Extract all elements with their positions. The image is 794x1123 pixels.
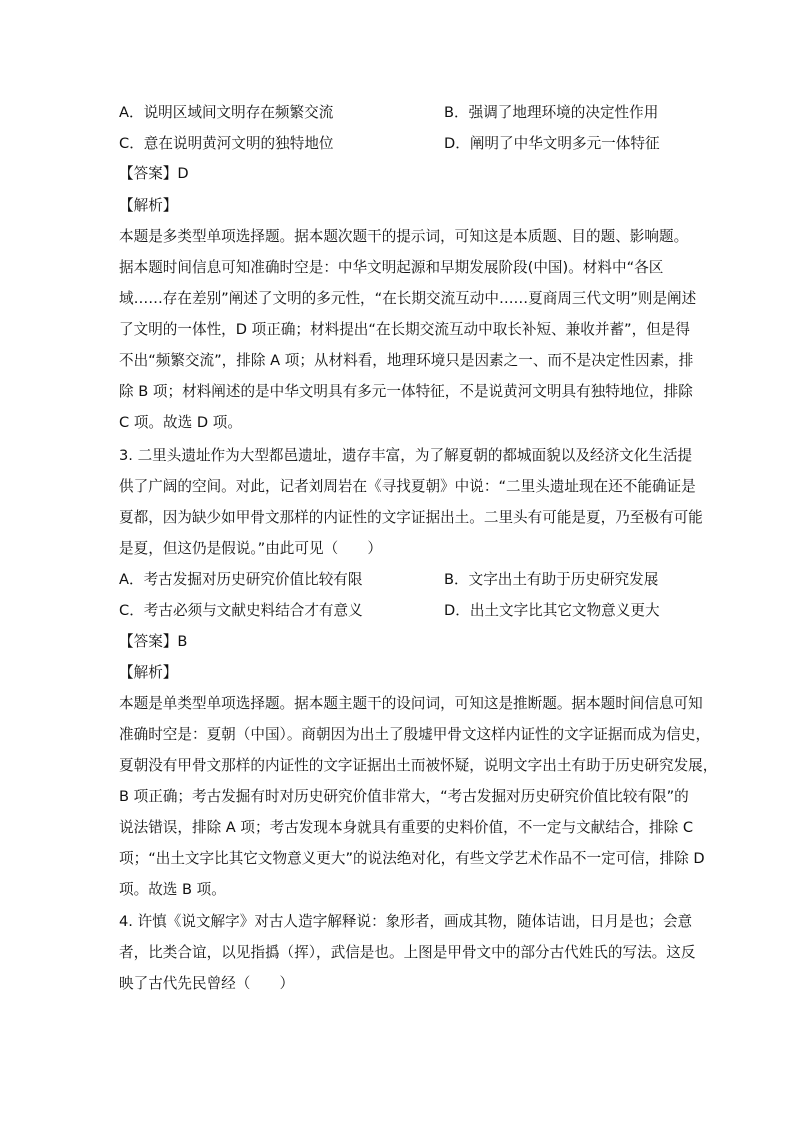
- q3-analysis-line: 准确时空是：夏朝（中国）。商朝因为出土了殷墟甲骨文这样内证性的文字证据而成为信史，: [119, 726, 711, 743]
- q3-analysis-line: 说法错误，排除 A 项；考古发现本身就具有重要的史料价值，不一定与文献结合，排除 C: [119, 819, 694, 836]
- q3-stem-line: 夏都，因为缺少如甲骨文那样的内证性的文字证据出土。二里头有可能是夏，乃至极有可能: [119, 509, 703, 526]
- q3-analysis-line: 本题是单类型单项选择题。据本题主题干的设问词，可知这是推断题。据本题时间信息可知: [119, 695, 703, 712]
- q2-option-a: A．说明区域间文明存在频繁交流: [119, 104, 334, 121]
- q2-option-c: C．意在说明黄河文明的独特地位: [119, 135, 334, 152]
- q2-analysis-line: 域……存在差别”阐述了文明的多元性，“在长期交流互动中……夏商周三代文明”则是阐述: [119, 290, 697, 307]
- q2-analysis-line: 除 B 项；材料阐述的是中华文明具有多元一体特征，不是说黄河文明具有独特地位，排除: [119, 383, 693, 400]
- q3-analysis-line: 项。故选 B 项。: [119, 881, 226, 898]
- q3-stem-line: 是夏，但这仍是假说。”由此可见（ ）: [119, 540, 382, 557]
- q3-option-c: C．考古必须与文献史料结合才有意义: [119, 602, 363, 619]
- q3-analysis-line: 项；“出土文字比其它文物意义更大”的说法绝对化，有些文学艺术作品不一定可信，排除 D: [119, 850, 705, 867]
- q3-analysis-line: 夏朝没有甲骨文那样的内证性的文字证据出土而被怀疑，说明文字出土有助于历史研究发展，: [119, 757, 718, 774]
- q3-analysis-heading: 【解析】: [119, 664, 178, 681]
- q2-analysis-line: 据本题时间信息可知准确时空是：中华文明起源和早期发展阶段(中国)。材料中“各区: [119, 259, 664, 276]
- q3-option-b: B．文字出土有助于历史研究发展: [444, 571, 659, 588]
- q2-option-d: D．阐明了中华文明多元一体特征: [444, 135, 660, 152]
- q2-analysis-line: 不出“频繁交流”，排除 A 项；从材料看，地理环境只是因素之一、而不是决定性因素，排: [119, 352, 694, 369]
- q3-answer: 【答案】B: [119, 633, 188, 650]
- q3-stem-line: 3. 二里头遗址作为大型都邑遗址，遗存丰富，为了解夏朝的都城面貌以及经济文化生活提: [119, 447, 693, 464]
- q2-analysis-line: C 项。故选 D 项。: [119, 414, 242, 431]
- q2-analysis-line: 了文明的一体性，D 项正确；材料提出“在长期交流互动中取长补短、兼收并蓄”，但是得: [119, 321, 690, 338]
- q4-stem-line: 映了古代先民曾经（ ）: [119, 975, 295, 992]
- q2-analysis-line: 本题是多类型单项选择题。据本题次题干的提示词，可知这是本质题、目的题、影响题。: [119, 228, 689, 245]
- q4-stem-line: 4. 许慎《说文解字》对古人造字解释说：象形者，画成其物，随体诘诎，日月是也；会意: [119, 913, 693, 930]
- q4-stem-line: 者，比类合谊，以见指撝（挥），武信是也。上图是甲骨文中的部分古代姓氏的写法。这反: [119, 944, 696, 961]
- q3-option-d: D．出土文字比其它文物意义更大: [444, 602, 660, 619]
- q3-stem-line: 供了广阔的空间。对此，记者刘周岩在《寻找夏朝》中说：“二里头遗址现在还不能确证是: [119, 478, 696, 495]
- q2-option-b: B．强调了地理环境的决定性作用: [444, 104, 659, 121]
- q3-option-a: A．考古发掘对历史研究价值比较有限: [119, 571, 363, 588]
- q3-analysis-line: B 项正确；考古发掘有时对历史研究价值非常大，“考古发掘对历史研究价值比较有限”的: [119, 788, 689, 805]
- q2-answer: 【答案】D: [119, 165, 189, 182]
- q2-analysis-heading: 【解析】: [119, 197, 178, 214]
